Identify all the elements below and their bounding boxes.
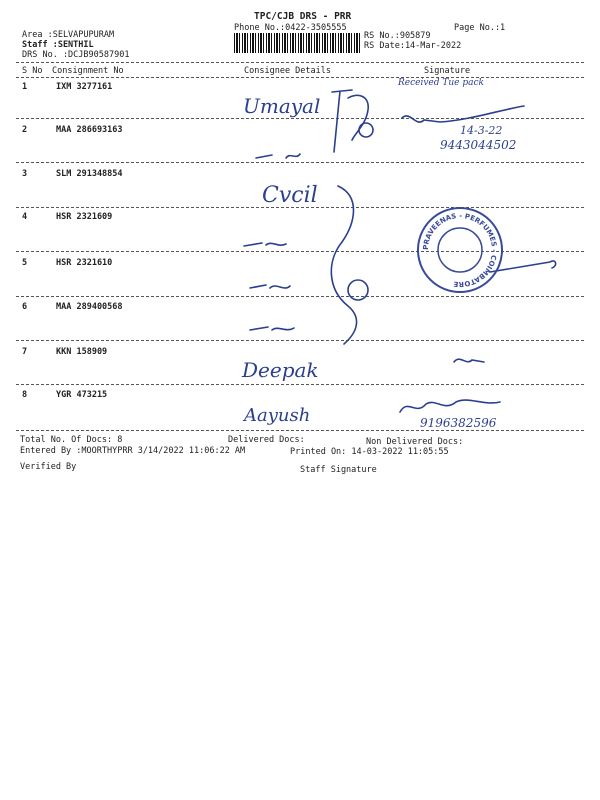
col-signature: Signature bbox=[424, 66, 471, 76]
drs-number: DRS No. :DCJB90587901 bbox=[22, 50, 130, 60]
delivered-docs: Delivered Docs: bbox=[228, 435, 305, 445]
rs-number: RS No.:905879 bbox=[364, 31, 431, 41]
handwritten-note: Received Tue pack bbox=[398, 78, 484, 88]
ditto-mark bbox=[256, 154, 300, 158]
area-label: Area :SELVAPUPURAM bbox=[22, 30, 115, 40]
signature-stroke bbox=[359, 123, 373, 137]
row-sno: 1 bbox=[22, 82, 28, 92]
row-sno: 4 bbox=[22, 212, 28, 222]
svg-text:PRAVEENAS - PERFUMES - COIMBAT: PRAVEENAS - PERFUMES - COIMBATORE bbox=[421, 211, 499, 289]
col-consignment: Consignment No bbox=[52, 66, 124, 76]
col-sno: S No bbox=[22, 66, 43, 76]
handwritten-name: Aayush bbox=[244, 405, 311, 426]
signature-stroke bbox=[332, 90, 368, 152]
row-consignment: YGR 473215 bbox=[56, 390, 108, 400]
row-consignment: IXM 3277161 bbox=[56, 82, 113, 92]
row-sno: 8 bbox=[22, 390, 28, 400]
bracket-stroke bbox=[331, 186, 356, 344]
handwritten-date: 14-3-22 bbox=[460, 124, 503, 137]
ditto-mark bbox=[244, 243, 286, 246]
row-consignment: SLM 291348854 bbox=[56, 169, 123, 179]
phone-number: Phone No.:0422-3505555 bbox=[234, 23, 347, 33]
document-title: TPC/CJB DRS - PRR bbox=[254, 11, 352, 22]
ditto-mark bbox=[250, 285, 290, 288]
handwritten-phone: 9196382596 bbox=[420, 416, 497, 430]
handwritten-name: Cvcil bbox=[262, 183, 318, 208]
company-stamp bbox=[418, 208, 502, 292]
page-number: Page No.:1 bbox=[454, 23, 506, 33]
signature-stroke bbox=[400, 400, 500, 412]
handwritten-name: Umayal bbox=[243, 94, 321, 118]
printed-on: Printed On: 14-03-2022 11:05:55 bbox=[290, 447, 449, 457]
handwritten-phone: 9443044502 bbox=[440, 138, 517, 152]
verified-by: Verified By bbox=[20, 462, 77, 472]
handwritten-name: Deepak bbox=[242, 358, 319, 382]
row-sno: 2 bbox=[22, 125, 28, 135]
staff-signature-label: Staff Signature bbox=[300, 465, 377, 475]
row-consignment: KKN 158909 bbox=[56, 347, 108, 357]
row-consignment: HSR 2321609 bbox=[56, 212, 113, 222]
row-sno: 3 bbox=[22, 169, 28, 179]
row-sno: 6 bbox=[22, 302, 28, 312]
col-consignee: Consignee Details bbox=[244, 66, 331, 76]
entered-by: Entered By :MOORTHYPRR 3/14/2022 11:06:22 AM bbox=[20, 446, 246, 456]
row-sno: 5 bbox=[22, 258, 28, 268]
non-delivered-docs: Non Delivered Docs: bbox=[366, 437, 464, 447]
signature-stroke bbox=[454, 359, 484, 362]
row-sno: 7 bbox=[22, 347, 28, 357]
staff-label: Staff :SENTHIL bbox=[22, 40, 94, 50]
row-consignment: HSR 2321610 bbox=[56, 258, 113, 268]
row-consignment: MAA 286693163 bbox=[56, 125, 123, 135]
total-docs: Total No. Of Docs: 8 bbox=[20, 435, 123, 445]
row-consignment: MAA 289400568 bbox=[56, 302, 123, 312]
signature-stroke bbox=[402, 106, 524, 122]
ditto-mark bbox=[250, 327, 294, 330]
rs-date: RS Date:14-Mar-2022 bbox=[364, 41, 462, 51]
bracket-stroke bbox=[348, 280, 368, 300]
